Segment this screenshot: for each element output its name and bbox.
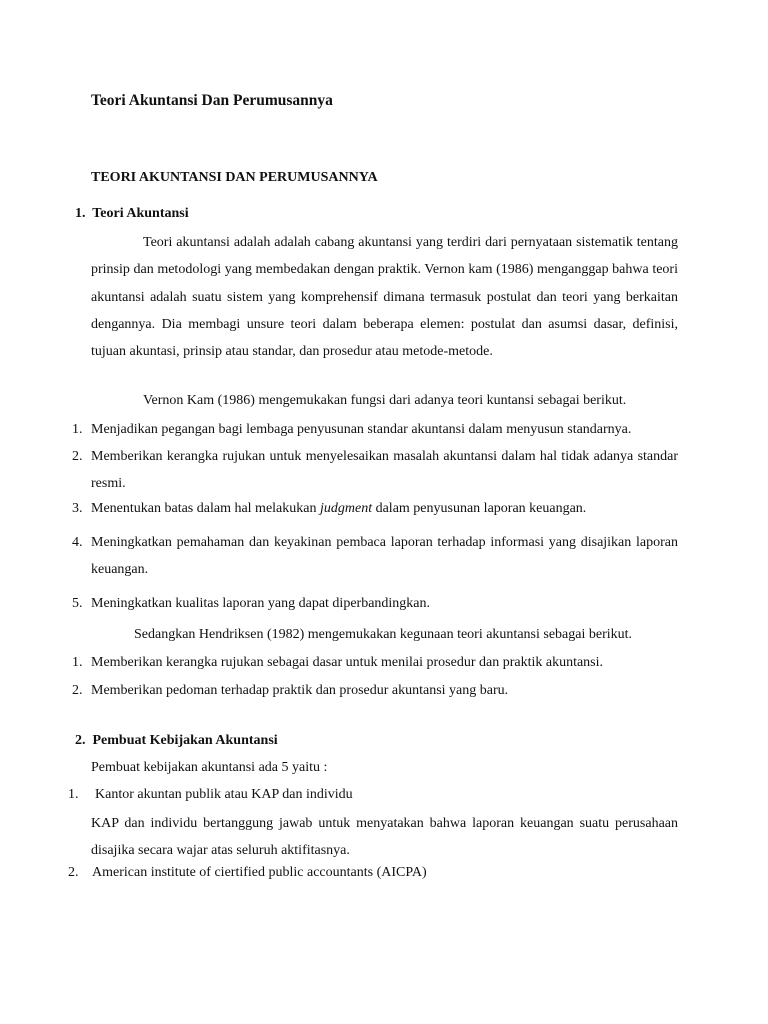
vernon-intro: Vernon Kam (1986) mengemukakan fungsi dari adanya teori kuntansi sebagai berikut.	[143, 393, 627, 408]
list-item: 1. Memberikan kerangka rujukan sebagai dasar untuk menilai prosedur dan praktik akuntansi.	[72, 655, 604, 670]
list-item: 1. Menjadikan pegangan bagi lembaga penyusunan standar akuntansi dalam menyusun standarnya.	[72, 422, 632, 437]
section-2-number: 2.	[75, 733, 86, 748]
section-1-title: Teori Akuntansi	[92, 206, 189, 221]
section-1-heading	[75, 206, 189, 222]
section-2-heading	[75, 733, 278, 749]
list-item: 1. Kantor akuntan publik atau KAP dan individu	[68, 787, 353, 802]
section-2-title: Pembuat Kebijakan Akuntansi	[92, 733, 278, 748]
heading-caps: TEORI AKUNTANSI DAN PERUMUSANNYA	[91, 170, 378, 185]
kap-description: KAP dan individu bertanggung jawab untuk menyatakan bahwa laporan keuangan suatu perusahaan disajika secara wajar atas seluruh aktifitasnya.	[91, 816, 678, 858]
section-1-paragraph: Teori akuntansi adalah adalah cabang akuntansi yang terdiri dari pernyataan sistematik tentang prinsip dan metodologi yang membedakan dengan praktik. Vernon kam (1986) menganggap bahwa teori akuntansi adalah suatu sistem yang komprehensif dimana termasuk postulat dan teori yang berkaitan dengannya. Dia membagi unsure teori dalam beberapa elemen: postulat dan asumsi dasar, definisi, tujuan akuntasi, prinsip atau standar, dan prosedur atau metode-metode.	[91, 235, 678, 360]
section-1-number: 1.	[75, 206, 86, 221]
document-title: Teori Akuntansi Dan Perumusannya	[91, 92, 333, 109]
hendriksen-intro: Sedangkan Hendriksen (1982) mengemukakan kegunaan teori akuntansi sebagai berikut.	[134, 627, 633, 642]
list-item: 2. Memberikan pedoman terhadap praktik dan prosedur akuntansi yang baru.	[72, 683, 509, 698]
section-2-intro: Pembuat kebijakan akuntansi ada 5 yaitu :	[91, 760, 328, 775]
list-item: 3. Menentukan batas dalam hal melakukan judgment dalam penyusunan laporan keuangan.	[72, 501, 587, 516]
judgment-italic: judgment	[319, 501, 373, 516]
list-item: 2. Memberikan kerangka rujukan untuk menyelesaikan masalah akuntansi dalam hal tidak adanya standar resmi.	[72, 449, 678, 491]
list-item: 5. Meningkatkan kualitas laporan yang dapat diperbandingkan.	[72, 596, 431, 611]
list-item: 4. Meningkatkan pemahaman dan keyakinan pembaca laporan terhadap informasi yang disajikan laporan keuangan.	[72, 535, 678, 577]
list-item: 2. American institute of ciertified public accountants (AICPA)	[68, 865, 427, 880]
